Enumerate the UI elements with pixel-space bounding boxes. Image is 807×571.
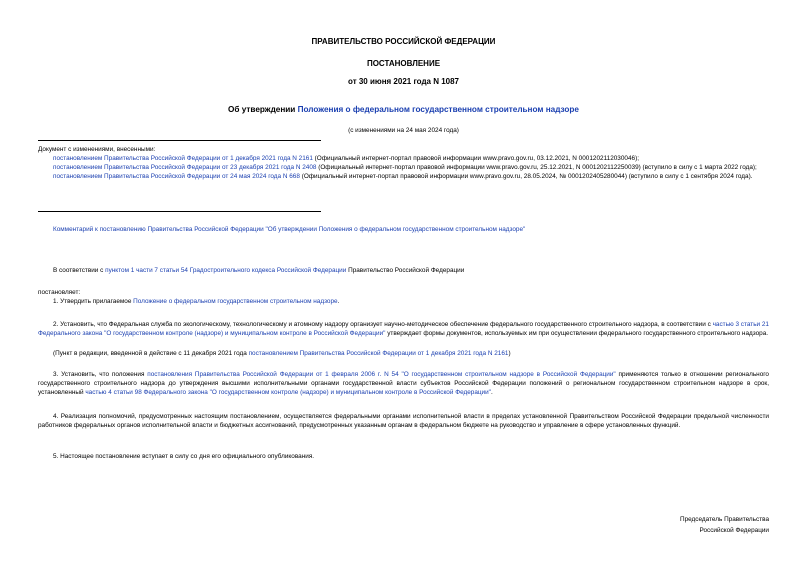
change-link[interactable]: постановлением Правительства Российской Федерации от 1 декабря 2021 года N 2161: [53, 155, 313, 163]
preamble-text-end: Правительство Российской Федерации: [346, 267, 465, 274]
title-prefix: Об утверждении: [228, 105, 298, 114]
paragraph-5: 5. Настоящее постановление вступает в силу со дня его официального опубликования.: [53, 453, 315, 460]
p1-text-end: .: [337, 298, 340, 305]
p2-note-link[interactable]: постановлением Правительства Российской Федерации от 1 декабря 2021 года N 2161: [248, 350, 509, 357]
change-text: (Официальный интернет-портал правовой информации www.pravo.gov.ru, 03.12.2021, N 0001202112030046);: [312, 155, 639, 163]
government-heading: ПРАВИТЕЛЬСТВО РОССИЙСКОЙ ФЕДЕРАЦИИ: [311, 37, 496, 46]
p2-note-end: ): [508, 350, 511, 357]
change-link[interactable]: постановлением Правительства Российской Федерации от 23 декабря 2021 года N 2408: [53, 164, 317, 172]
comment-paragraph: [38, 225, 769, 234]
document-type: ПОСТАНОВЛЕНИЕ: [366, 59, 441, 68]
p2-link[interactable]: частью 3 статьи 21 Федерального закона "О государственном контроле (надзоре) и муниципальном контроле в Российской Федерации": [38, 321, 769, 338]
preamble-text: В соответствии с: [53, 267, 106, 274]
document-title: [0, 104, 807, 116]
paragraph-4: 4. Реализация полномочий, предусмотренных настоящим постановлением, осуществляется федеральными органами исполнительной власти в пределах установленной Правительством Российской Федерации предельной численности работников федеральных органов исполнительной власти и бюджетных ассигнований, предусмотренных указанным органам в федеральном бюджете на руководство и управление в сфере установленных функций.: [38, 413, 769, 430]
title-link[interactable]: Положения о федеральном государственном строительном надзоре: [297, 105, 579, 114]
date-number: от 30 июня 2021 года N 1087: [348, 77, 459, 86]
paragraph-3: [38, 370, 769, 397]
change-item: [38, 172, 769, 181]
changes-box: [38, 145, 769, 181]
change-item: [38, 163, 769, 172]
signature-title: Председатель Правительства: [680, 516, 769, 523]
top-divider: [38, 140, 321, 141]
p3-text: 3. Установить, что положения: [53, 371, 148, 378]
change-link[interactable]: постановлением Правительства Российской Федерации от 24 мая 2024 года N 668: [53, 173, 300, 181]
comment-link[interactable]: Комментарий к постановлению Правительства Российской Федерации "Об утверждении Положения о федеральном государственном строительном надзоре": [53, 226, 526, 233]
paragraph-2: [38, 320, 769, 338]
preamble-link[interactable]: пунктом 1 части 7 статьи 54 Градостроительного кодекса Российской Федерации: [105, 267, 347, 274]
p3-link-2[interactable]: частью 4 статьи 98 Федерального закона "О государственном контроле (надзоре) и муниципальном контроле в Российской Федерации": [85, 389, 491, 397]
changes-intro: Документ с изменениями, внесенными:: [38, 146, 156, 153]
signature-country: Российской Федерации: [699, 527, 769, 534]
change-text: (Официальный интернет-портал правовой информации www.pravo.gov.ru, 25.12.2021, N 0001202112250039) (вступило в силу с 1 марта 2022 года);: [316, 164, 757, 172]
p2-text: 2. Установить, что Федеральная служба по экологическому, технологическому и атомному надзору организует научно-методическое обеспечение федерального государственного строительного надзора, в соответствии с: [53, 321, 713, 328]
amended-note: (с изменениями на 24 мая 2024 года): [348, 127, 459, 134]
bottom-divider: [38, 211, 321, 212]
p2-text-end: утверждает формы документов, используемых им при осуществлении федерального государственного строительного надзора.: [385, 330, 769, 338]
p1-link[interactable]: Положение о федеральном государственном строительном надзоре: [133, 298, 338, 305]
paragraph-2-note: [38, 349, 769, 358]
preamble: [38, 266, 769, 275]
paragraph-1: [38, 297, 769, 306]
p1-text: 1. Утвердить прилагаемое: [53, 298, 134, 305]
change-item: [38, 154, 769, 163]
p3-text-middle: применяются только в отношении регионального государственного строительного надзора до утверждения высшими исполнительными органами государственной власти субъектов Российской Федерации положений о региональном государственном строительном надзоре в срок, установленный: [38, 371, 769, 397]
p3-link-1[interactable]: постановления Правительства Российской Федерации от 1 февраля 2006 г. N 54 "О государственном строительном надзоре в Российской Федерации": [147, 371, 616, 378]
p3-text-end: .: [490, 389, 493, 397]
decides-label: постановляет:: [38, 289, 81, 296]
change-text: (Официальный интернет-портал правовой информации www.pravo.gov.ru, 28.05.2024, № 0001202405280044) (вступило в силу с 1 сентября 2024 года).: [299, 173, 753, 181]
p2-note-text: (Пункт в редакции, введенной в действие с 11 декабря 2021 года: [53, 350, 249, 357]
